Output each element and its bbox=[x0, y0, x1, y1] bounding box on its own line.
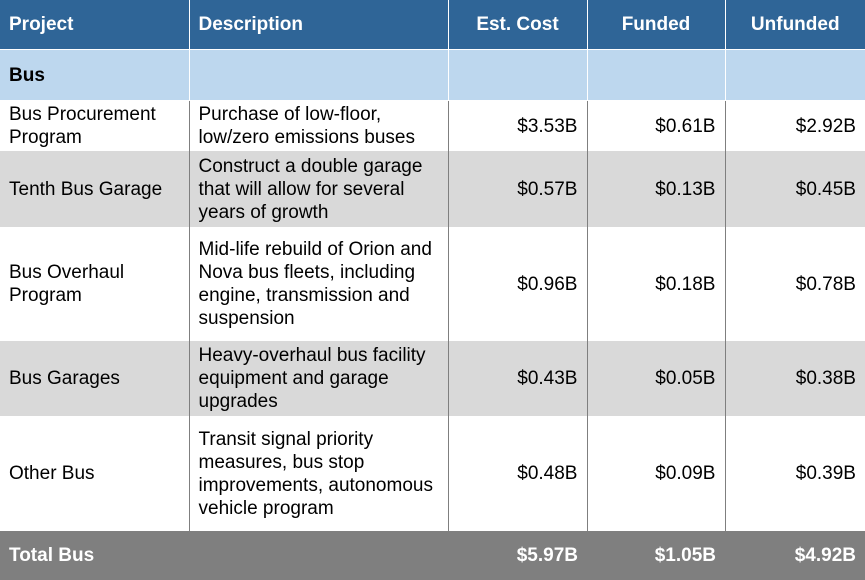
est-cost-cell: $3.53B bbox=[448, 101, 587, 152]
header-est-cost: Est. Cost bbox=[448, 0, 587, 50]
funded-cell: $0.13B bbox=[587, 151, 725, 227]
table-body bbox=[0, 50, 865, 580]
section-row-bus bbox=[0, 50, 865, 101]
project-cell: Bus Procurement Program bbox=[0, 101, 189, 152]
header-description: Description bbox=[189, 0, 448, 50]
table-row bbox=[0, 227, 865, 341]
total-blank-cell bbox=[189, 531, 448, 580]
table-row bbox=[0, 101, 865, 152]
unfunded-cell: $0.39B bbox=[725, 416, 865, 531]
section-blank-cell bbox=[725, 50, 865, 101]
project-cell: Bus Overhaul Program bbox=[0, 227, 189, 341]
header-row bbox=[0, 0, 865, 50]
header-project: Project bbox=[0, 0, 189, 50]
project-cell: Bus Garages bbox=[0, 341, 189, 416]
table-header bbox=[0, 0, 865, 50]
unfunded-cell: $0.45B bbox=[725, 151, 865, 227]
funded-cell: $0.18B bbox=[587, 227, 725, 341]
total-row bbox=[0, 531, 865, 580]
header-funded: Funded bbox=[587, 0, 725, 50]
table-row bbox=[0, 151, 865, 227]
est-cost-cell: $0.43B bbox=[448, 341, 587, 416]
total-est-cost: $5.97B bbox=[448, 531, 587, 580]
description-cell: Purchase of low-floor, low/zero emissions buses bbox=[189, 101, 448, 152]
description-cell: Transit signal priority measures, bus stop improvements, autonomous vehicle program bbox=[189, 416, 448, 531]
section-blank-cell bbox=[189, 50, 448, 101]
funded-cell: $0.09B bbox=[587, 416, 725, 531]
section-blank-cell bbox=[448, 50, 587, 101]
est-cost-cell: $0.48B bbox=[448, 416, 587, 531]
description-cell: Construct a double garage that will allow for several years of growth bbox=[189, 151, 448, 227]
total-label: Total Bus bbox=[0, 531, 189, 580]
total-unfunded: $4.92B bbox=[725, 531, 865, 580]
section-label: Bus bbox=[0, 50, 189, 101]
total-funded: $1.05B bbox=[587, 531, 725, 580]
project-cell: Other Bus bbox=[0, 416, 189, 531]
unfunded-cell: $0.38B bbox=[725, 341, 865, 416]
est-cost-cell: $0.57B bbox=[448, 151, 587, 227]
funded-cell: $0.61B bbox=[587, 101, 725, 152]
description-cell: Mid-life rebuild of Orion and Nova bus fleets, including engine, transmission and suspension bbox=[189, 227, 448, 341]
description-cell: Heavy-overhaul bus facility equipment and garage upgrades bbox=[189, 341, 448, 416]
funded-cell: $0.05B bbox=[587, 341, 725, 416]
table-row bbox=[0, 341, 865, 416]
header-unfunded: Unfunded bbox=[725, 0, 865, 50]
table-row bbox=[0, 416, 865, 531]
est-cost-cell: $0.96B bbox=[448, 227, 587, 341]
project-cell: Tenth Bus Garage bbox=[0, 151, 189, 227]
section-blank-cell bbox=[587, 50, 725, 101]
unfunded-cell: $2.92B bbox=[725, 101, 865, 152]
unfunded-cell: $0.78B bbox=[725, 227, 865, 341]
